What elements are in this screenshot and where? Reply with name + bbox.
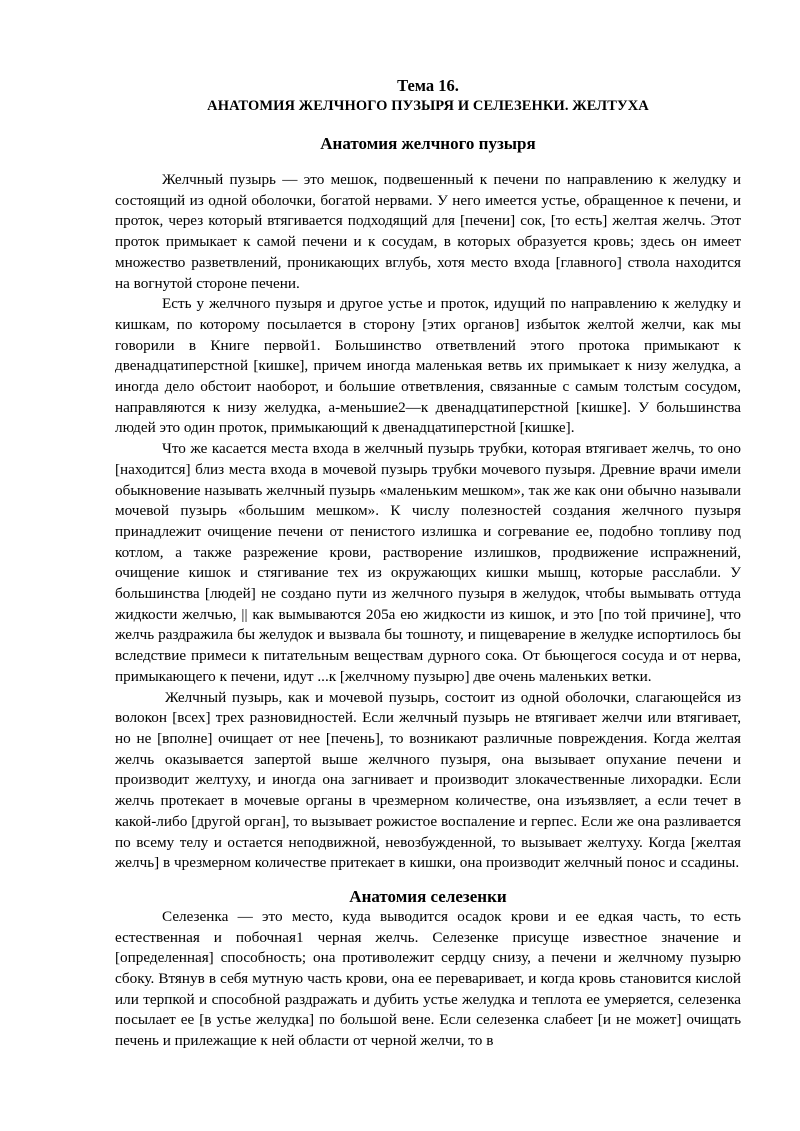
- paragraph: Что же касается места входа в желчный пузырь трубки, которая втягивает желчь, то оно [находится] близ места входа в мочевой пузырь трубки мочевого пузыря. Древние врачи имели обыкновение называть желчный пузырь «маленьким мешком», так же как они обычно называли мочевой пузырь «большим мешком». К числу полезностей создания желчного пузыря принадлежит очищение печени от пенистого излишка и согревание ее, подобно топливу под котлом, а также разрежение крови, растворение излишков, продвижение испражнений, очищение кишок и стягивание тех из окружающих кишки мышц, которые расслабли. У большинства [людей] не создано пути из желчного пузыря в желудок, чтобы вымывать оттуда жидкости желчью, || как вымываются 205а ею жидкости из кишок, и это [по той причине], что желчь раздражила бы желудок и вызвала бы тошноту, и пищеварение в желудке испортилось бы вследствие примеси к питательным веществам дурного сока. От бьющегося сосуда и от нерва, примыкающего к печени, идут ...к [желчному пузырю] две очень маленьких ветки.: [115, 440, 741, 685]
- paragraph: Есть у желчного пузыря и другое устье и проток, идущий по направлению к желудку и кишкам, по которому посылается в сторону [этих органов] избыток желтой желчи, как мы говорили в Книге первой1. Большинство ответвлений этого протока примыкают к двенадцатиперстной [кишке], причем иногда маленькая ветвь их примыкает к низу желудка, а иногда дело обстоит наоборот, и большие ответвления, связанные с самым толстым сосудом, направляются к низу желудка, а-меньшие2—к двенадцатиперстной [кишке]. У большинства людей это один проток, примыкающий к двенадцатиперстной [кишке].: [115, 295, 741, 437]
- paragraph: Желчный пузырь, как и мочевой пузырь, состоит из одной оболочки, слагающейся из волокон [всех] трех разновидностей. Если желчный пузырь не втягивает желчи или втягивает, но не [вполне] очищает от нее [печень], то возникают различные повреждения. Когда желтая желчь оказывается запертой выше желчного пузыря, она вызывает опухание печени и производит желтуху, и иногда она загнивает и производит злокачественные лихорадки. Если желчь протекает в мочевые органы в чрезмерном количестве, она изъязвляет, а если течет в какой-либо [другой орган], то вызывает рожистое воспаление и герпес. Если же она разливается по всему телу и остается неподвижной, невозбужденной, то вызывает желтуху. Когда [желтая желчь] в чрезмерном количестве притекает в кишки, она производит желчный понос и ссадины.: [115, 688, 741, 872]
- document-title: АНАТОМИЯ ЖЕЛЧНОГО ПУЗЫРЯ И СЕЛЕЗЕНКИ. ЖЕЛТУХА: [207, 98, 649, 114]
- section-title-spleen: Анатомия селезенки: [349, 886, 507, 906]
- paragraph: Селезенка — это место, куда выводится осадок крови и ее едкая часть, то есть естественная и побочная1 черная желчь. Селезенке присуще известное значение и [определенная] способность; она противолежит сердцу снизу, а печени и желчному пузырю сбоку. Втянув в себя мутную часть крови, она ее переваривает, и когда кровь становится кислой или терпкой и способной раздражать и дубить устье желудка и теплота ее умеряется, селезенка посылает ее [в устье желудка] по большой вене. Если селезенка слабеет [и не может] очищать печень и прилежащие к ней области от черной желчи, то в: [115, 907, 741, 1050]
- topic-number: Тема 16.: [397, 76, 459, 95]
- paragraph: Желчный пузырь — это мешок, подвешенный к печени по направлению к желудку и состоящий из одной оболочки, богатой нервами. У него имеется устье, обращенное к печени, и проток, через который втягивается подходящий для [печени] сок, [то есть] желтая желчь. Этот проток примыкает к самой печени и к сосудам, в которых образуется кровь; здесь он имеет множество разветвлений, проникающих вглубь, хотя место входа [главного] ствола находится на вогнутой стороне печени.: [115, 171, 741, 292]
- document-page: [115, 76, 741, 1052]
- section-title-gallbladder: Анатомия желчного пузыря: [320, 134, 536, 153]
